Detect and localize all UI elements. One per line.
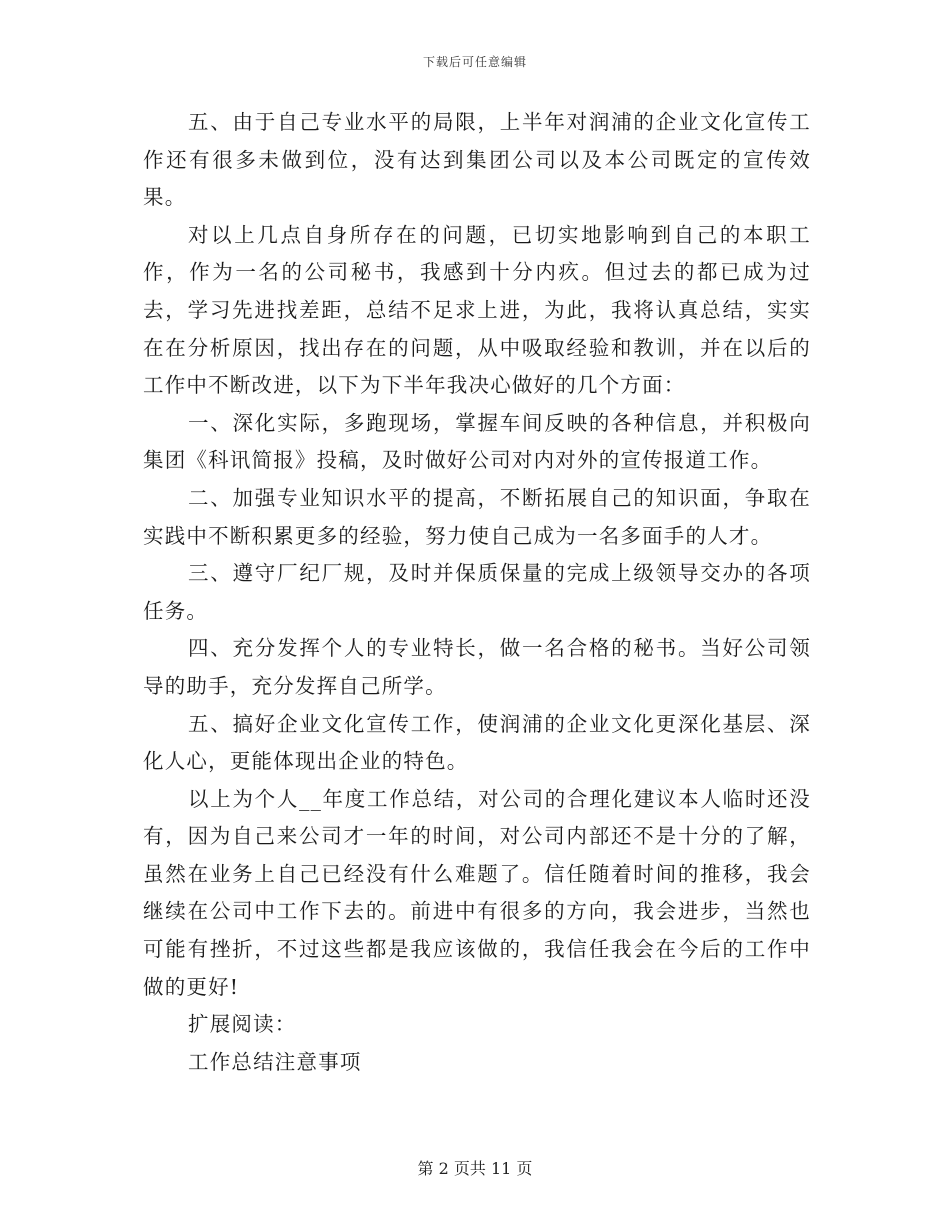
section-title-notes: 工作总结注意事项: [188, 1049, 362, 1074]
paragraph-plan-4: 四、充分发挥个人的专业特长，做一名合格的秘书。当好公司领导的助手，充分发挥自己所学。: [143, 636, 811, 698]
page-header-note: 下载后可任意编辑: [422, 55, 527, 69]
page-number-footer: 第 2 页共 11 页: [417, 1159, 533, 1178]
paragraph-conclusion: 以上为个人__年度工作总结，对公司的合理化建议本人临时还没有，因为自己来公司才一年的时间，对公司内部还不是十分的了解，虽然在业务上自己已经没有什么难题了。信任随着时间的推移，我会继续在公司中工作下去的。前进中有很多的方向，我会进步，当然也可能有挫折，不过这些都是我应该做的，我信任我会在今后的工作中做的更好!: [143, 786, 811, 999]
paragraph-self-reflection: 对以上几点自身所存在的问题，已切实地影响到自己的本职工作，作为一名的公司秘书，我感到十分内疚。但过去的都已成为过去，学习先进找差距，总结不足求上进，为此，我将认真总结，实实在在分析原因，找出存在的问题，从中吸取经验和教训，并在以后的工作中不断改进，以下为下半年我决心做好的几个方面：: [143, 222, 811, 398]
document-body: [143, 104, 811, 1081]
paragraph-publicity-shortfall: 五、由于自己专业水平的局限，上半年对润浦的企业文化宣传工作还有很多未做到位，没有达到集团公司以及本公司既定的宣传效果。: [143, 110, 811, 210]
extended-reading-heading: 扩展阅读：: [188, 1012, 297, 1037]
paragraph-plan-1: 一、深化实际，多跑现场，掌握车间反映的各种信息，并积极向集团《科讯简报》投稿，及时做好公司对内对外的宣传报道工作。: [143, 410, 811, 473]
paragraph-plan-2: 二、加强专业知识水平的提高，不断拓展自己的知识面，争取在实践中不断积累更多的经验，努力使自己成为一名多面手的人才。: [143, 485, 811, 548]
paragraph-plan-5: 五、搞好企业文化宣传工作，使润浦的企业文化更深化基层、深化人心，更能体现出企业的特色。: [143, 711, 811, 774]
paragraph-plan-3: 三、遵守厂纪厂规，及时并保质保量的完成上级领导交办的各项任务。: [143, 561, 811, 623]
